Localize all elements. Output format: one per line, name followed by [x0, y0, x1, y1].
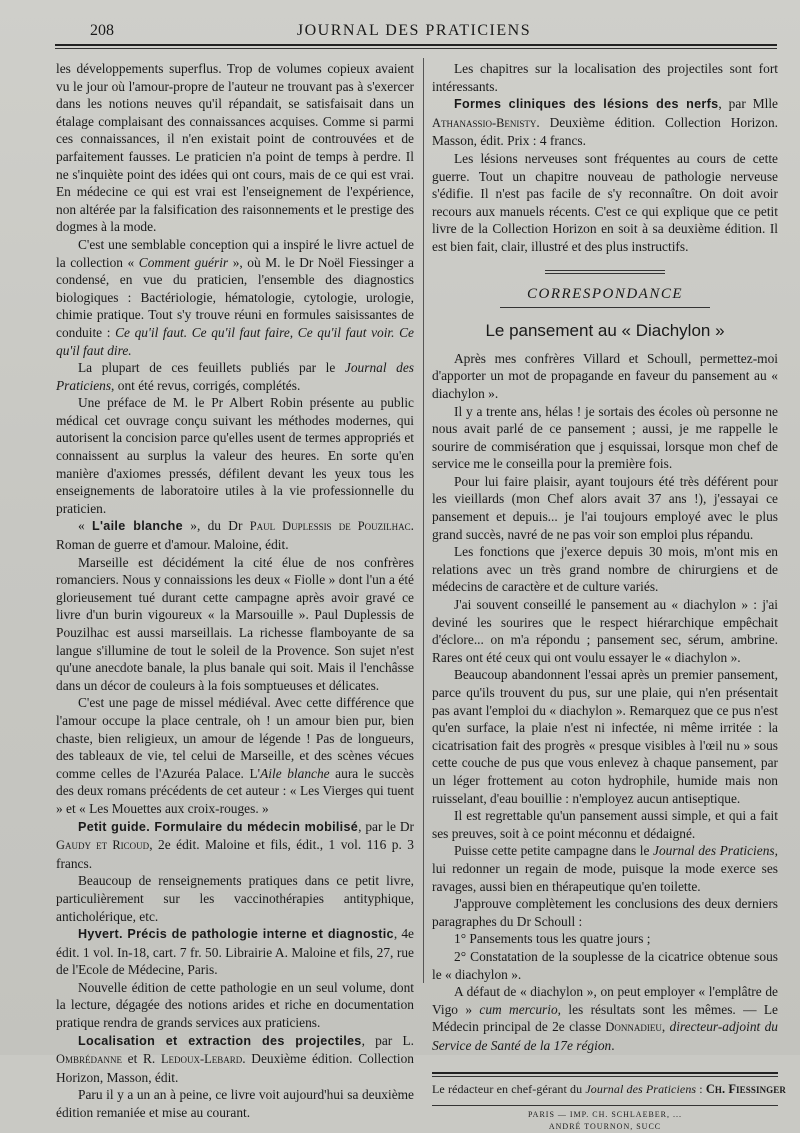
- right-column: [432, 60, 786, 1133]
- section-rule: [545, 273, 665, 274]
- review-heading: Hyvert. Précis de pathologie interne et diagnostic, 4e édit. 1 vol. In-18, cart. 7 fr. 50. Librairie A. Maloine et fils, 27, rue de l'Ecole de Médecine, Paris.: [56, 926, 414, 978]
- article-title: Le pansement au « Diachylon »: [485, 321, 725, 341]
- paragraph: Marseille est décidément la cité élue de nos confrères romanciers. Nous y connaissions les deux « Fiolle » dont l'un a été glorieusement tué durant cette campagne après avoir gravé ce livre d'un burin vigoureux « la Marsouille ». Paul Duplessis de Pouzilhac est aussi marseillais. La richesse flamboyante de sa langue s'illumine de tout le soleil de la Provence. Son sujet n'est qu'une anecdote banale, la plus banale qui soit. Mais il l'enchâsse dans un décor de couleurs à la fois somptueuses et délicates.: [56, 554, 414, 693]
- paragraph: A défaut de « diachylon », on peut employer « l'emplâtre de Vigo » cum mercurio, les résultats sont les mêmes. — Le Médecin principal de 2e classe Donnadieu, directeur-adjoint du Service de Santé de la 17e région.: [432, 984, 778, 1053]
- review-heading: Localisation et extraction des projectiles, par L. Ombrédanne et R. Ledoux-Lebard. Deuxième édition. Collection Horizon, Masson, édit.: [56, 1032, 415, 1085]
- author-name: Donnadieu: [605, 1020, 662, 1035]
- section-rule: [545, 270, 665, 271]
- paragraph: Pour lui faire plaisir, ayant toujours été très déférent pour les vieillards (mon Chef alors avait 37 ans !), j'essayai ce pansement et depuis... je l'ai toujours employé avec le plus grand succès, navré de ne pas voir son emploi plus répandu.: [432, 473, 778, 542]
- paragraph: Les chapitres sur la localisation des projectiles sont fort intéressants.: [432, 61, 778, 94]
- header-rule-thin: [55, 48, 777, 49]
- section-title-rule: [500, 307, 710, 308]
- paragraph: La plupart de ces feuillets publiés par le Journal des Praticiens, ont été revus, corrigés, complétés.: [56, 360, 414, 393]
- author-name: Paul Duplessis de Pouzilhac: [249, 519, 411, 534]
- paragraph: Nouvelle édition de cette pathologie en un seul volume, dont la lecture, dégagée des notions arides et riche en documentation pratique rendra de grands services aux praticiens.: [56, 979, 414, 1031]
- paragraph: J'approuve complètement les conclusions des deux derniers paragraphes du Dr Schoull :: [432, 896, 778, 929]
- paragraph: les développements superflus. Trop de volumes copieux avaient vu le jour où l'amour-propre de l'auteur ne trouvant pas à s'exercer dans les notions neuves qu'il répandait, se satisfaisait dans un étalage complaisant des connaissances acquises. Comme si parmi ces connaissances, il n'en existait point de controuvées et de parfaitement fausses. Le praticien n'a point de temps à perdre. Il ne s'inquiète point des idées qui ont cours, mais de ce qui est vrai. En médecine ce qui est vrai est l'enseignement de l'expérience, non altérée par la falsification des raisonnements et le prestige des dogmes à la mode.: [56, 61, 414, 235]
- paragraph: Paru il y a un an à peine, ce livre voit aujourd'hui sa deuxième édition remaniée et mise au courant.: [56, 1087, 414, 1121]
- paragraph: C'est une semblable conception qui a inspiré le livre actuel de la collection « Comment guérir », où M. le Dr Noël Fiessinger a condensé, en vue du praticien, l'ensemble des diagnostics biologiques : Bactériologie, hématologie, cytologie, urologie, chimie pratique. Tout s'y trouve réuni en formules saisissantes de conduite : Ce qu'il faut. Ce qu'il faut faire, Ce qu'il faut voir. Ce qu'il faut dire.: [56, 236, 415, 358]
- book-title: Formes cliniques des lésions des nerfs: [454, 97, 719, 112]
- author-name: Gaudy et Ricoud: [56, 838, 150, 853]
- footer-rule: [432, 1105, 778, 1106]
- header-rule: [55, 44, 777, 46]
- list-item: 1° Pansements tous les quatre jours ;: [454, 931, 651, 947]
- imprint-line: PARIS — IMP. CH. SCHLAEBER, ...: [527, 1110, 683, 1120]
- paragraph: Puisse cette petite campagne dans le Journal des Praticiens, lui redonner un regain de mode, puisque la mode exerce ses ravages, aussi bien en thérapeutique qu'en toilette.: [432, 843, 778, 894]
- editor-name: Ch. Fiessinger: [705, 1082, 786, 1097]
- footer-rule-thin: [432, 1076, 778, 1077]
- page-header: [58, 22, 770, 44]
- footer-rule: [432, 1072, 778, 1074]
- review-heading: Formes cliniques des lésions des nerfs, par Mlle Athanassio-Benisty. Deuxième édition. Collection Horizon. Masson, édit. Prix : 4 francs.: [432, 96, 778, 149]
- author-name: Ledoux-Lebard: [160, 1052, 243, 1067]
- paragraph: C'est une page de missel médiéval. Avec cette différence que l'amour occupe la place centrale, oh ! un amour bien pur, bien chaste, bien religieux, un amour de légende ! Pas de longueurs, des tableaux de vie, tel celui de Marseille, et des scènes vécues comme celles de l'Azuréa Palace. L'Aile blanche aura le succès des deux romans précédents de cet auteur : « Les Vierges qui tuent » et « Les Mouettes aux croix-rouges. »: [56, 695, 414, 816]
- paragraph: Après mes confrères Villard et Schoull, permettez-moi d'apporter un mot de propagande en faveur du pansement au « diachylon ».: [432, 350, 778, 401]
- paragraph: Il y a trente ans, hélas ! je sortais des écoles où personne ne nous avait parlé de ce pansement ; aussi, je me rappelle le sourire de commisération que j esquissai, lorsque mon chef de service me le conseilla pour la première fois.: [432, 403, 778, 472]
- review-heading: Petit guide. Formulaire du médecin mobilisé, par le Dr Gaudy et Ricoud, 2e édit. Maloine et fils, édit., 1 vol. 116 p. 3 francs.: [56, 818, 414, 871]
- book-title: L'aile blanche: [92, 519, 183, 534]
- book-title: Comment guérir: [138, 254, 229, 270]
- paragraph: Beaucoup de renseignements pratiques dans ce petit livre, particulièrement sur les vaccinothérapies antityphique, anticholérique, etc.: [56, 873, 414, 924]
- paragraph: Il est regrettable qu'un pansement aussi simple, et qui a fait ses preuves, soit à ce point méconnu et dédaigné.: [432, 808, 778, 841]
- paragraph: Les fonctions que j'exerce depuis 30 mois, m'ont mis en relations avec un très grand nombre de chirurgiens et de médecins de caractère et de culture variés.: [432, 544, 778, 595]
- column-divider: [423, 58, 424, 983]
- review-heading: « L'aile blanche », du Dr Paul Duplessis de Pouzilhac. Roman de guerre et d'amour. Maloine, édit.: [56, 518, 414, 553]
- editor-credit: Le rédacteur en chef-gérant du Journal des Praticiens : Ch. Fiessinger: [432, 1082, 786, 1097]
- book-title: Localisation et extraction des projectiles: [78, 1033, 362, 1048]
- paragraph: Les lésions nerveuses sont fréquentes au cours de cette guerre. Tout un chapitre nouveau de pathologie nerveuse s'édifie. Il n'est pas facile de s'y reconnaître. On doit avoir recours aux manuels récents. C'est ce qui explique que ce petit livre de la Collection Horizon en soit à sa deuxième édition. Il est bien fait, clair, illustré et des plus instructifs.: [432, 150, 778, 254]
- paragraph: Beaucoup abandonnent l'essai après un premier pansement, parce qu'ils trouvent du pus, sur une plaie, qui n'en présentait pas avant l'emploi du « diachylon ». Remarquez que ce pus n'est qu'en surface, la plaie n'est ni infectée, ni même irritée : la cicatrisation fait des progrès « presque visibles à l'œil nu » sous cette couche de pus que vous enlevez à chaque pansement, par un léger frottement au coton hydrophile, humide mais non ruisselant, d'eau bouillie : n'employez aucun antiseptique.: [432, 667, 778, 806]
- author-role: directeur-adjoint du Service de Santé de la 17e région: [432, 1019, 778, 1053]
- author-name: Athanassio-Benisty: [432, 115, 537, 130]
- page-number: 208: [90, 22, 114, 39]
- motto: Ce qu'il faut. Ce qu'il faut faire, Ce qu'il faut voir. Ce qu'il faut dire.: [56, 324, 414, 358]
- book-title: Hyvert. Précis de pathologie interne et diagnostic: [78, 927, 394, 942]
- imprint-line: ANDRÉ TOURNON, SUCC: [548, 1122, 662, 1132]
- author-name: Ombrédanne: [56, 1052, 122, 1067]
- list-item: 2° Constatation de la souplesse de la cicatrice obtenue sous le « diachylon ».: [432, 948, 778, 982]
- paragraph: Une préface de M. le Pr Albert Robin présente au public médical cet ouvrage conçu suivant les méthodes modernes, qui autorisent la concision parce qu'elles usent de termes appropriés et connaissent au surplus la valeur des heures. En sorte qu'en manière d'axiomes pressés, défilent devant les yeux tous les enseignements de laboratoire utiles à la vie professionnelle du praticien.: [56, 395, 414, 516]
- left-column: [56, 60, 414, 1122]
- paragraph: J'ai souvent conseillé le pansement au « diachylon » : j'ai deviné les sourires que le respect hiérarchique empêchait d'éclore... on m'a répondu ; pansement sec, sérum, ambrine. Rares ont été ceux qui ont voulu essayer le « diachylon ».: [432, 597, 778, 665]
- book-title: Petit guide. Formulaire du médecin mobilisé: [78, 819, 359, 834]
- section-title: CORRESPONDANCE: [527, 285, 683, 302]
- journal-title: JOURNAL DES PRATICIENS: [296, 22, 532, 39]
